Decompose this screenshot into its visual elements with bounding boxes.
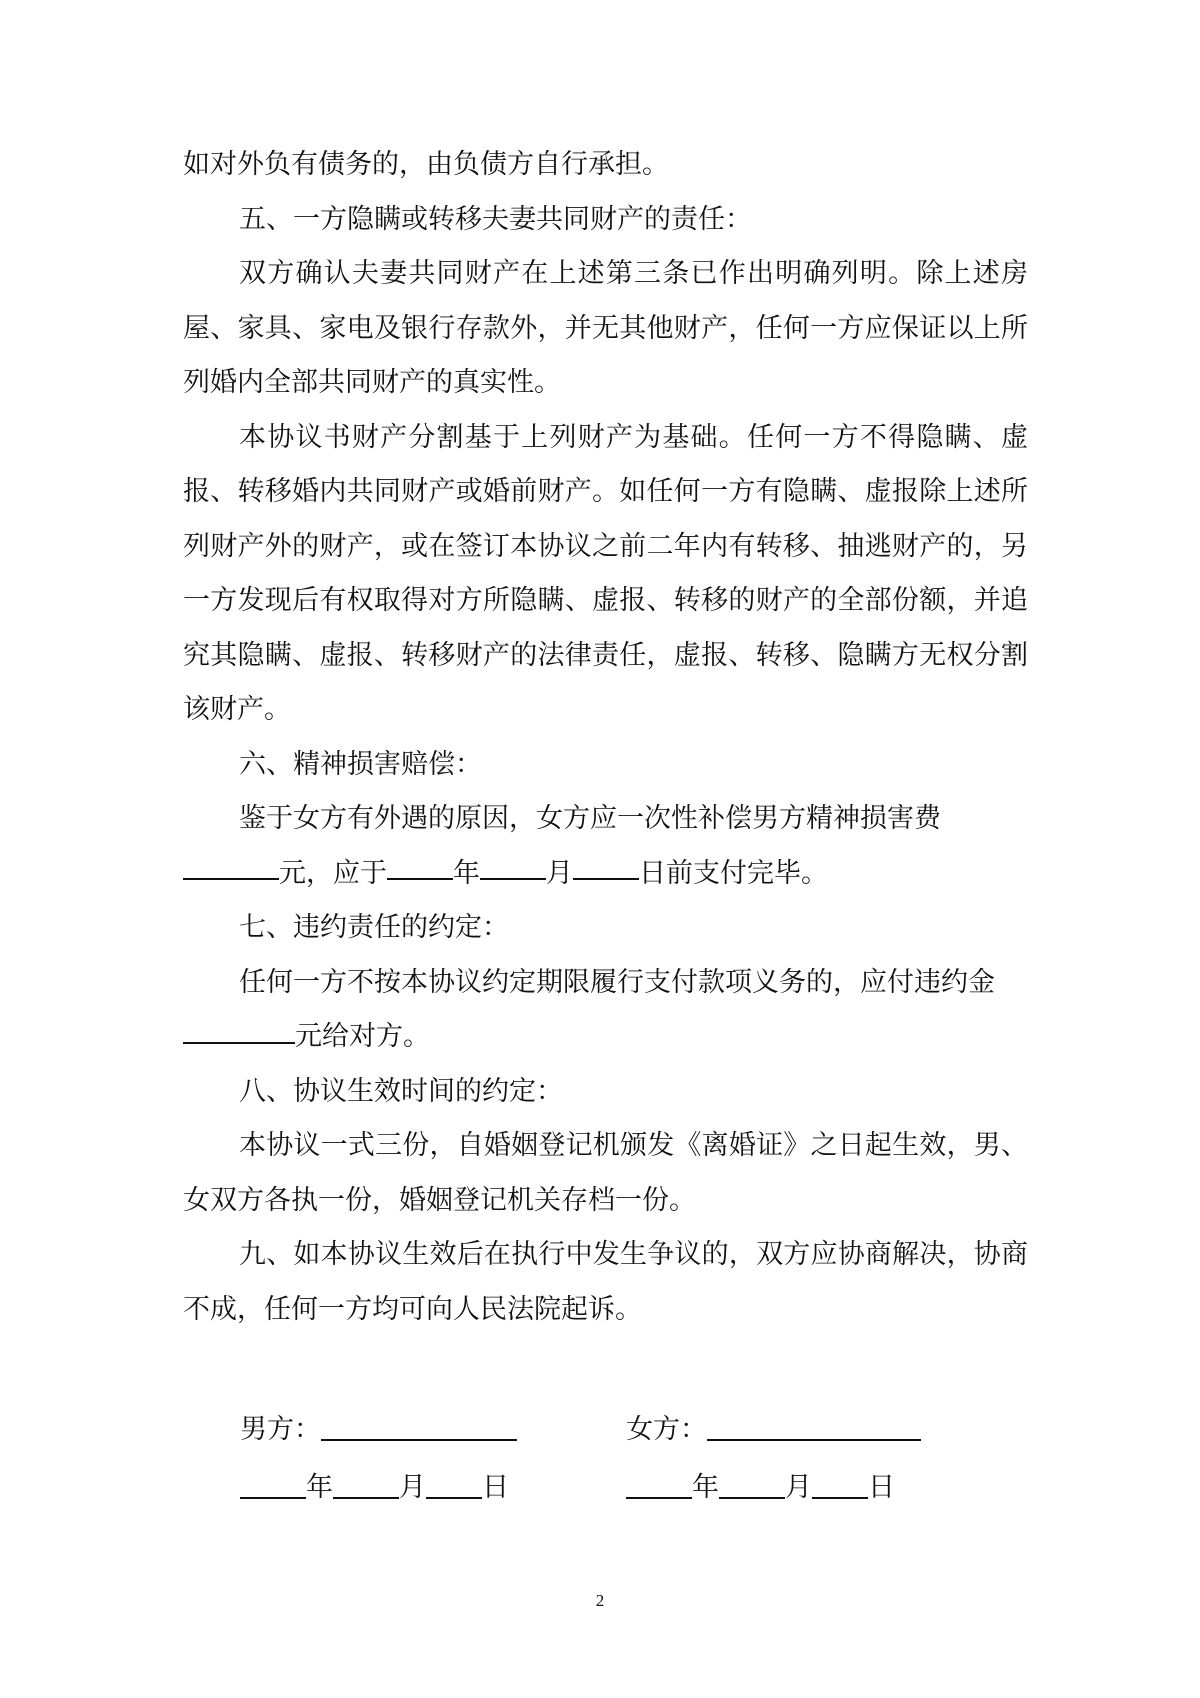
male-day-label: 日 <box>482 1472 509 1503</box>
deadline-text: 日前支付完毕。 <box>639 857 828 889</box>
section-heading-7: 七、违约责任的约定： <box>239 912 509 943</box>
male-year-label: 年 <box>306 1472 333 1503</box>
female-date <box>626 1468 895 1508</box>
year-text: 年 <box>453 857 480 889</box>
paragraph-effective: 本协议一式三份，自婚姻登记机颁发《离婚证》之日起生效，男、女双方各执一份，婚姻登记机关存档一份。 <box>183 1130 1028 1216</box>
female-year-blank <box>626 1497 692 1499</box>
male-signature-line <box>321 1439 517 1441</box>
penalty-amount-blank <box>183 1042 295 1044</box>
female-label: 女方： <box>626 1414 707 1445</box>
female-month-label: 月 <box>785 1472 812 1503</box>
female-signature <box>626 1410 921 1450</box>
section-heading-8: 八、协议生效时间的约定： <box>239 1075 563 1107</box>
male-label: 男方： <box>240 1414 321 1445</box>
page-number: 2 <box>595 1591 605 1610</box>
male-month-label: 月 <box>399 1472 426 1503</box>
month-text: 月 <box>546 857 573 889</box>
male-month-blank <box>333 1497 399 1499</box>
female-day-blank <box>812 1497 868 1499</box>
section-heading-5: 五、一方隐瞒或转移夫妻共同财产的责任： <box>239 203 752 235</box>
month-blank <box>480 878 546 880</box>
day-blank <box>573 878 639 880</box>
paragraph-debt: 如对外负有债务的，由负债方自行承担。 <box>183 149 669 180</box>
document-body <box>183 138 1028 1337</box>
paragraph-penalty <box>183 956 1028 1065</box>
male-date <box>240 1468 509 1508</box>
female-day-label: 日 <box>868 1472 895 1503</box>
compensation-text-yuan: 元，应于 <box>279 857 387 889</box>
paragraph-property-division: 本协议书财产分割基于上列财产为基础。任何一方不得隐瞒、虚报、转移婚内共同财产或婚前财产。如任何一方有隐瞒、虚报除上述所列财产外的财产，或在签订本协议之前二年内有转移、抽逃财产的，另一方发现后有权取得对方所隐瞒、虚报、转移的财产的全部份额，并追究其隐瞒、虚报、转移财产的法律责任，虚报、转移、隐瞒方无权分割该财产。 <box>183 421 1028 725</box>
compensation-text: 鉴于女方有外遇的原因，女方应一次性补偿男方精神损害费 <box>239 803 941 834</box>
amount-blank <box>183 878 279 880</box>
penalty-text-yuan: 元给对方。 <box>295 1021 430 1052</box>
penalty-text: 任何一方不按本协议约定期限履行支付款项义务的，应付违约金 <box>239 966 995 998</box>
year-blank <box>387 878 453 880</box>
male-day-blank <box>426 1497 482 1499</box>
paragraph-compensation <box>183 792 1028 901</box>
female-year-label: 年 <box>692 1472 719 1503</box>
female-month-blank <box>719 1497 785 1499</box>
paragraph-property-confirmation: 双方确认夫妻共同财产在上述第三条已作出明确列明。除上述房屋、家具、家电及银行存款外，并无其他财产，任何一方应保证以上所列婚内全部共同财产的真实性。 <box>183 258 1028 398</box>
female-signature-line <box>707 1439 921 1441</box>
male-year-blank <box>240 1497 306 1499</box>
section-heading-6: 六、精神损害赔偿： <box>239 748 482 780</box>
male-signature <box>240 1410 517 1450</box>
paragraph-dispute: 九、如本协议生效后在执行中发生争议的，双方应协商解决，协商不成，任何一方均可向人民法院起诉。 <box>183 1239 1028 1325</box>
